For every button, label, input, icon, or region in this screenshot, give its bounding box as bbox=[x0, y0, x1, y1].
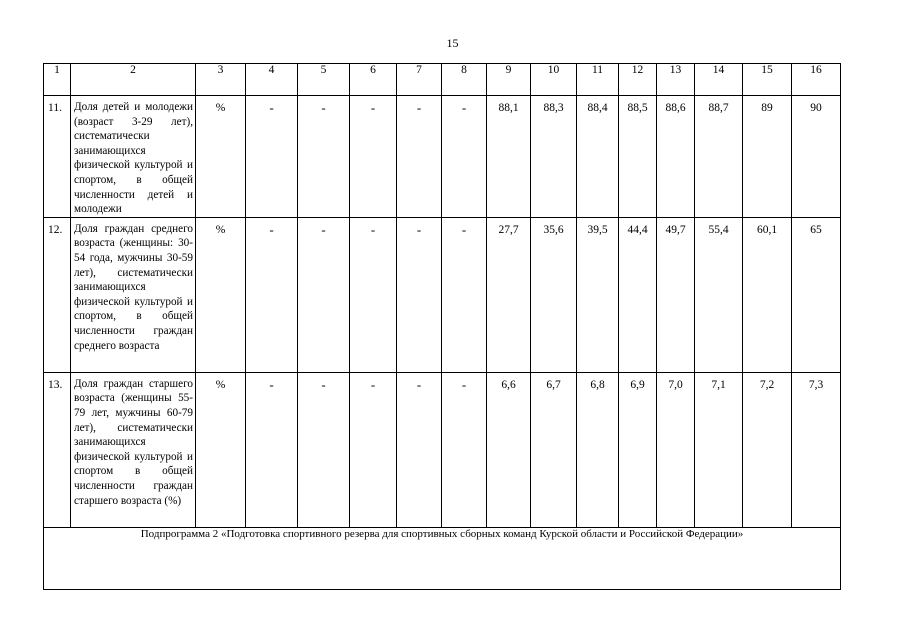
value-cell: - bbox=[350, 217, 397, 372]
indicator-description: Доля детей и молодежи (возраст 3-29 лет), систематически занимающихся физической культурой и спортом, в общей численности детей и молодежи bbox=[71, 96, 196, 218]
table-row bbox=[44, 96, 841, 218]
row-number: 12. bbox=[44, 217, 71, 372]
header-cell: 9 bbox=[487, 64, 531, 96]
header-cell: 5 bbox=[298, 64, 350, 96]
header-cell: 6 bbox=[350, 64, 397, 96]
value-cell: 88,1 bbox=[487, 96, 531, 218]
value-cell: - bbox=[397, 372, 442, 527]
value-cell: - bbox=[246, 217, 298, 372]
indicator-description: Доля граждан старшего возраста (женщины 55-79 лет, мужчины 60-79 лет), систематически занимающихся физической культурой и спортом в общей численности граждан старшего возраста (%) bbox=[71, 372, 196, 527]
header-cell: 2 bbox=[71, 64, 196, 96]
value-cell: 7,0 bbox=[657, 372, 695, 527]
value-cell: 6,6 bbox=[487, 372, 531, 527]
value-cell: 27,7 bbox=[487, 217, 531, 372]
page-number: 15 bbox=[446, 36, 459, 50]
value-cell: 65 bbox=[792, 217, 841, 372]
value-cell: - bbox=[442, 372, 487, 527]
header-cell: 7 bbox=[397, 64, 442, 96]
header-cell: 1 bbox=[44, 64, 71, 96]
value-cell: 44,4 bbox=[619, 217, 657, 372]
value-cell: - bbox=[298, 217, 350, 372]
value-cell: 90 bbox=[792, 96, 841, 218]
value-cell: - bbox=[246, 372, 298, 527]
value-cell: 39,5 bbox=[577, 217, 619, 372]
indicators-table bbox=[43, 63, 841, 590]
header-cell: 14 bbox=[695, 64, 743, 96]
value-cell: - bbox=[350, 96, 397, 218]
value-cell: 88,4 bbox=[577, 96, 619, 218]
header-cell: 13 bbox=[657, 64, 695, 96]
value-cell: - bbox=[298, 96, 350, 218]
header-cell: 8 bbox=[442, 64, 487, 96]
header-cell: 11 bbox=[577, 64, 619, 96]
unit-cell: % bbox=[196, 217, 246, 372]
value-cell: - bbox=[397, 217, 442, 372]
header-cell: 16 bbox=[792, 64, 841, 96]
value-cell: 7,1 bbox=[695, 372, 743, 527]
header-cell: 4 bbox=[246, 64, 298, 96]
table-row bbox=[44, 217, 841, 372]
header-cell: 12 bbox=[619, 64, 657, 96]
value-cell: - bbox=[246, 96, 298, 218]
value-cell: 7,3 bbox=[792, 372, 841, 527]
value-cell: - bbox=[350, 372, 397, 527]
header-row bbox=[44, 64, 841, 96]
unit-cell: % bbox=[196, 372, 246, 527]
value-cell: 49,7 bbox=[657, 217, 695, 372]
value-cell: 7,2 bbox=[743, 372, 792, 527]
value-cell: - bbox=[442, 96, 487, 218]
header-cell: 3 bbox=[196, 64, 246, 96]
value-cell: 55,4 bbox=[695, 217, 743, 372]
value-cell: 6,7 bbox=[531, 372, 577, 527]
value-cell: 35,6 bbox=[531, 217, 577, 372]
row-number: 11. bbox=[44, 96, 71, 218]
value-cell: - bbox=[298, 372, 350, 527]
row-number: 13. bbox=[44, 372, 71, 527]
unit-cell: % bbox=[196, 96, 246, 218]
value-cell: - bbox=[397, 96, 442, 218]
value-cell: 88,7 bbox=[695, 96, 743, 218]
value-cell: 6,9 bbox=[619, 372, 657, 527]
header-cell: 10 bbox=[531, 64, 577, 96]
subprogram-heading: Подпрограмма 2 «Подготовка спортивного резерва для спортивных сборных команд Курской области и Российской Федерации» bbox=[44, 527, 841, 589]
value-cell: 89 bbox=[743, 96, 792, 218]
value-cell: - bbox=[442, 217, 487, 372]
value-cell: 88,3 bbox=[531, 96, 577, 218]
table-row bbox=[44, 372, 841, 527]
indicator-description: Доля граждан среднего возраста (женщины: 30-54 года, мужчины 30-59 лет), систематически занимающихся физической культурой и спортом, в общей численности граждан среднего возраста bbox=[71, 217, 196, 372]
subprogram-row bbox=[44, 527, 841, 589]
value-cell: 60,1 bbox=[743, 217, 792, 372]
value-cell: 6,8 bbox=[577, 372, 619, 527]
value-cell: 88,5 bbox=[619, 96, 657, 218]
header-cell: 15 bbox=[743, 64, 792, 96]
value-cell: 88,6 bbox=[657, 96, 695, 218]
